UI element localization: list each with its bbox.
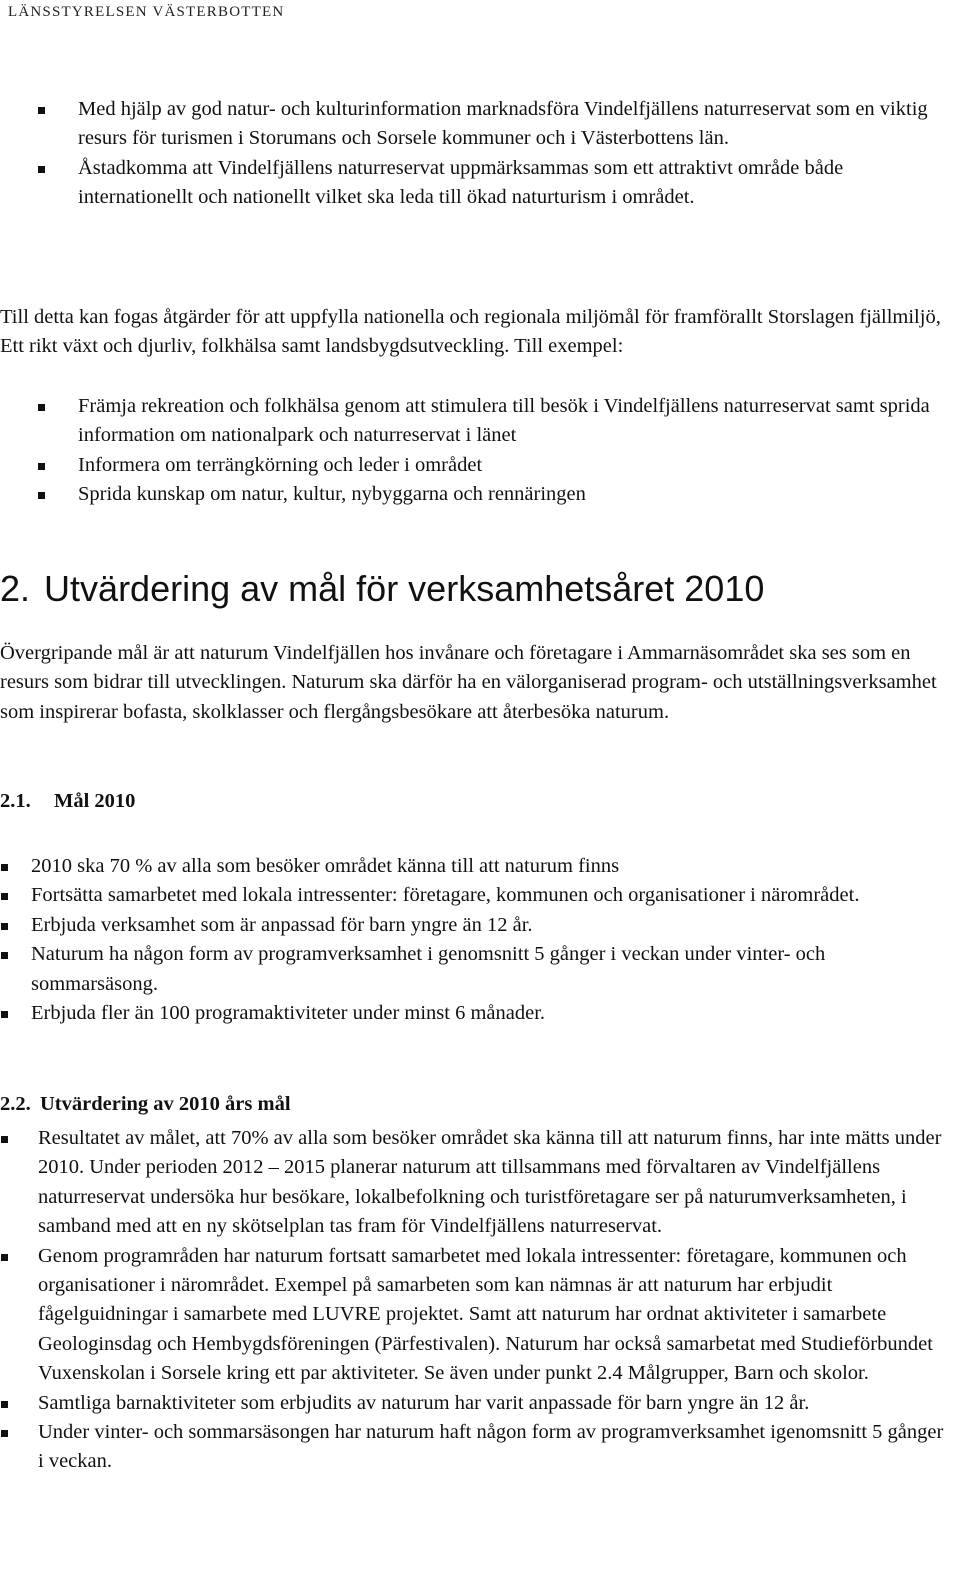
- list-item: Främja rekreation och folkhälsa genom att stimulera till besök i Vindelfjällens naturreservat samt sprida information om nationalpark och naturreservat i länet: [0, 392, 938, 451]
- bullet-square-icon: [38, 107, 45, 114]
- goals-2010-list: [0, 852, 960, 1028]
- section-title: Mål 2010: [54, 790, 136, 812]
- bullet-square-icon: [38, 404, 45, 411]
- bullet-square-icon: [38, 166, 45, 173]
- list-item: 2010 ska 70 % av alla som besöker området känna till att naturum finns: [0, 852, 941, 881]
- bullet-square-icon: [1, 1401, 8, 1408]
- list-item: Erbjuda fler än 100 programaktiviteter under minst 6 månader.: [0, 999, 941, 1028]
- section-title: Utvärdering av 2010 års mål: [40, 1093, 291, 1115]
- list-item: Informera om terrängkörning och leder i området: [0, 451, 938, 480]
- section-heading-2-2: [0, 1090, 291, 1119]
- paragraph-overall-goal: Övergripande mål är att naturum Vindelfjällen hos invånare och företagare i Ammarnäsområdet ska ses som en resurs som bidrar till utvecklingen. Naturum ska därför ha en välorganiserad program- och utställningsverksamhet som inspirerar bofasta, skolklasser och flergångsbesökare att återbesöka naturum.: [0, 642, 937, 723]
- section-number: 2.: [0, 568, 31, 609]
- page-header: LÄNSSTYRELSEN VÄSTERBOTTEN: [8, 4, 285, 20]
- list-item: Under vinter- och sommarsäsongen har naturum haft någon form av programverksamhet igenomsnitt 5 gånger i veckan.: [0, 1418, 948, 1477]
- section-number: 2.2.: [0, 1093, 31, 1115]
- list-item: Med hjälp av god natur- och kulturinformation marknadsföra Vindelfjällens naturreservat som en viktig resurs för turismen i Storumans och Sorsele kommuner och i Västerbottens län.: [0, 95, 928, 154]
- list-item: Naturum ha någon form av programverksamhet i genomsnitt 5 gånger i veckan under vinter- och sommarsäsong.: [0, 940, 911, 999]
- section-heading-2-1: [0, 787, 135, 816]
- section-title: Utvärdering av mål för verksamhetsåret 2010: [44, 568, 765, 609]
- bullet-square-icon: [1, 923, 8, 930]
- list-item: Åstadkomma att Vindelfjällens naturreservat uppmärksammas som ett attraktivt område både internationellt och nationellt vilket ska leda till ökad naturturism i området.: [0, 154, 928, 213]
- paragraph-environment-goals: Till detta kan fogas åtgärder för att uppfylla nationella och regionala miljömål för framförallt Storslagen fjällmiljö, Ett rikt växt och djurliv, folkhälsa samt landsbygdsutveckling. Till exempel:: [0, 306, 941, 358]
- list-item: Sprida kunskap om natur, kultur, nybyggarna och rennäringen: [0, 480, 938, 509]
- bullet-square-icon: [38, 492, 45, 499]
- list-item: Fortsätta samarbetet med lokala intressenter: företagare, kommunen och organisationer i närområdet.: [0, 881, 941, 910]
- bullet-square-icon: [1, 1136, 8, 1143]
- list-item: Erbjuda verksamhet som är anpassad för barn yngre än 12 år.: [0, 911, 941, 940]
- section-heading-2: [0, 565, 764, 613]
- bullet-square-icon: [1, 1430, 8, 1437]
- goals-list-1: [0, 95, 960, 213]
- list-item: Samtliga barnaktiviteter som erbjudits av naturum har varit anpassade för barn yngre än 12 år.: [0, 1389, 943, 1418]
- evaluation-list: [0, 1124, 960, 1477]
- list-item: Genom programråden har naturum fortsatt samarbetet med lokala intressenter: företagare, kommunen och organisationer i närområdet. Exempel på samarbeten som kan nämnas är att naturum har erbjudit fågelguidningar i samarbete med LUVRE projektet. Samt att naturum har ordnat aktiviteter i samarbete Geologinsdag och Hembygdsföreningen (Pärfestivalen). Naturum har också samarbetat med Studieförbundet Vuxenskolan i Sorsele kring ett par aktiviteter. Se även under punkt 2.4 Målgrupper, Barn och skolor.: [0, 1242, 958, 1389]
- list-item: Resultatet av målet, att 70% av alla som besöker området ska känna till att naturum finns, har inte mätts under 2010. Under perioden 2012 – 2015 planerar naturum att tillsammans med förvaltaren av Vindelfjällens naturreservat undersöka hur besökare, lokalbefolkning och turistföretagare ser på naturumverksamheten, i samband med att en ny skötselplan tas fram för Vindelfjällens naturreservat.: [0, 1124, 958, 1242]
- examples-list: [0, 392, 960, 510]
- bullet-square-icon: [1, 952, 8, 959]
- bullet-square-icon: [1, 1254, 8, 1261]
- bullet-square-icon: [1, 864, 8, 871]
- bullet-square-icon: [1, 1011, 8, 1018]
- section-number: 2.1.: [0, 790, 31, 812]
- bullet-square-icon: [38, 463, 45, 470]
- bullet-square-icon: [1, 893, 8, 900]
